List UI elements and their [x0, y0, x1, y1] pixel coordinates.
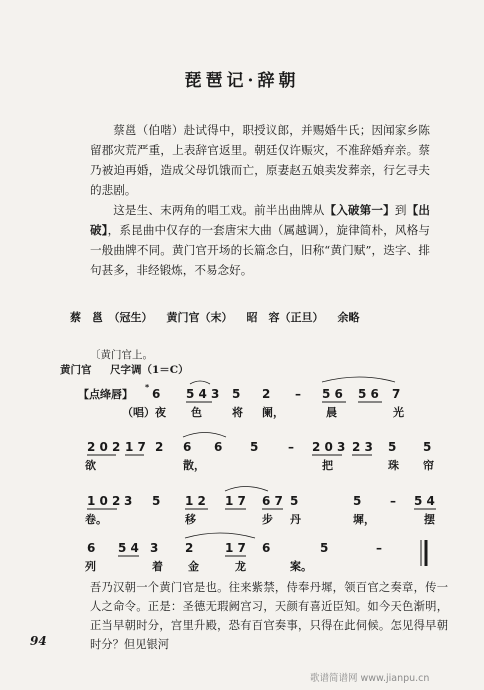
lyric-r2-2: 散， — [183, 459, 205, 472]
note-r2-2: 1 7 — [125, 440, 146, 454]
lyric-r2-1: 欲 — [85, 459, 96, 472]
spoken-dialogue: 吾乃汉朝一个黄门官是也。往来紫禁，侍奉丹墀，领百官之奏章，传一人之命令。正是：圣德无瑕阙宫习，天颜有喜近臣知。如今天色渐明，正当早朝时分，宫里升殿，恐有百官奏事，只得在此伺候。怎见得早朝时分？但见银河 — [90, 581, 448, 651]
note-r4-4: 2 — [185, 541, 194, 555]
lyric-r3-5: 墀， — [353, 513, 375, 526]
tempo-mark: * — [145, 383, 150, 392]
note-r2-11: 5 — [423, 440, 432, 454]
note-r3-3: 5 — [152, 494, 161, 508]
note-r2-9: 2 3 — [352, 440, 373, 454]
cast-huangmen-guan: 黄门官（末） — [166, 311, 233, 324]
note-r3-7: 5 — [290, 494, 299, 508]
note-r3-6: 6 7 — [262, 494, 283, 508]
note-r2-3: 2 — [155, 440, 164, 454]
note-r1-6: 5 6 — [322, 387, 343, 401]
lyric-r4-3: 金 — [188, 560, 199, 573]
cast-omitted: 余略 — [337, 311, 360, 324]
cast-cai-yong: 蔡 邕 （冠生） — [70, 311, 153, 324]
note-r3-8: 5 — [353, 494, 362, 508]
note-r1-5: – — [295, 387, 301, 401]
lyric-r1-4: 阑， — [262, 406, 284, 419]
note-r4-8: – — [376, 541, 382, 555]
lyric-r4-1: 列 — [85, 560, 96, 573]
lyric-r3-3: 步 — [262, 513, 273, 526]
lyric-r1-2: 色 — [191, 406, 202, 419]
lyric-r4-5: 案。 — [290, 560, 312, 573]
note-r2-1: 2 0 2 — [87, 440, 121, 454]
intro-paragraph-2 — [90, 200, 430, 280]
note-r2-8: 2 0 3 — [312, 440, 346, 454]
note-r4-2: 5 4 — [118, 541, 139, 555]
note-r3-4: 1 2 — [185, 494, 206, 508]
tune-name-ru-po: 【入破第一】 — [324, 203, 395, 217]
note-r3-10: 5 4 — [414, 494, 435, 508]
lyric-r3-2: 移 — [185, 513, 196, 526]
intro-paragraph-1: 蔡邕（伯喈）赴试得中，职授议郎，并赐婚牛氏；因闻家乡陈留郡灾荒严重，上表辞官返里。朝廷仅许赈灾，不准辞婚弃亲。蔡乃被迫再婚，造成父母饥饿而亡，原妻赵五娘卖发葬亲，行乞寻夫的悲剧。 — [90, 123, 430, 197]
note-r1-7: 5 6 — [358, 387, 379, 401]
note-r2-10: 5 — [388, 440, 397, 454]
note-r2-6: 5 — [250, 440, 259, 454]
speaker-label: 黄门官 — [60, 364, 92, 376]
lyric-r4-2: 着 — [152, 560, 163, 573]
lyric-r1-5: 晨 — [326, 406, 337, 419]
tune-name-chu-po: 【出破】 — [90, 203, 430, 237]
key-signature: 尺字调（1＝C） — [110, 364, 189, 376]
note-r2-4: 6 — [183, 440, 192, 454]
lyric-r4-4: 龙 — [235, 560, 246, 573]
lyric-r1-1: （唱）夜 — [122, 406, 166, 419]
tune-label: 【点绛唇】 — [78, 388, 133, 401]
note-r4-3: 3 — [150, 541, 159, 555]
lyric-r2-5: 帘 — [423, 459, 434, 472]
note-r1-2: 5 4 3 — [186, 387, 220, 401]
note-r3-1: 1 0 2 — [87, 494, 121, 508]
note-r4-5: 1 7 — [225, 541, 246, 555]
note-r3-5: 1 7 — [225, 494, 246, 508]
lyric-r3-4: 丹 — [290, 513, 301, 526]
page-number: 94 — [30, 634, 47, 648]
lyric-r2-3: 把 — [322, 459, 333, 472]
note-r2-7: – — [288, 440, 294, 454]
lyric-r1-6: 光 — [393, 406, 404, 419]
note-r3-2: 3 — [124, 494, 133, 508]
lyric-r2-4: 珠 — [388, 459, 399, 472]
stage-direction: 〔黄门官上。 — [90, 349, 153, 361]
lyric-r1-3: 将 — [232, 406, 243, 419]
cast-list — [70, 309, 450, 325]
note-r4-1: 6 — [87, 541, 96, 555]
page-title: 琵琶记·辞朝 — [184, 71, 300, 91]
note-r4-6: 6 — [262, 541, 271, 555]
cast-zhao-rong: 昭 容（正旦） — [246, 311, 324, 324]
note-r4-7: 5 — [320, 541, 329, 555]
note-r1-4: 2 — [262, 387, 271, 401]
intro-text-a: 这是生、末两角的唱工戏。前半出曲牌从 — [113, 203, 325, 217]
note-r1-8: 7 — [392, 387, 401, 401]
intro-text-d: ，系昆曲中仅存的一套唐宋大曲（属越调），旋律简朴，风格与一般曲牌不同。黄门官开场的长篇念白，旧称“黄门赋”，迭字、排句甚多，非经锻炼，不易念好。 — [90, 223, 431, 277]
note-r1-1: 6 — [152, 387, 161, 401]
lyric-r3-1: 卷。 — [85, 513, 107, 526]
note-r3-9: – — [390, 494, 396, 508]
note-r2-5: 6 — [214, 440, 223, 454]
site-watermark: 歌谱简谱网 www.jianpu.cn — [310, 673, 430, 684]
note-r1-3: 5 — [232, 387, 241, 401]
lyric-r3-6: 摆 — [424, 513, 435, 526]
intro-text-c: 到 — [394, 203, 407, 217]
